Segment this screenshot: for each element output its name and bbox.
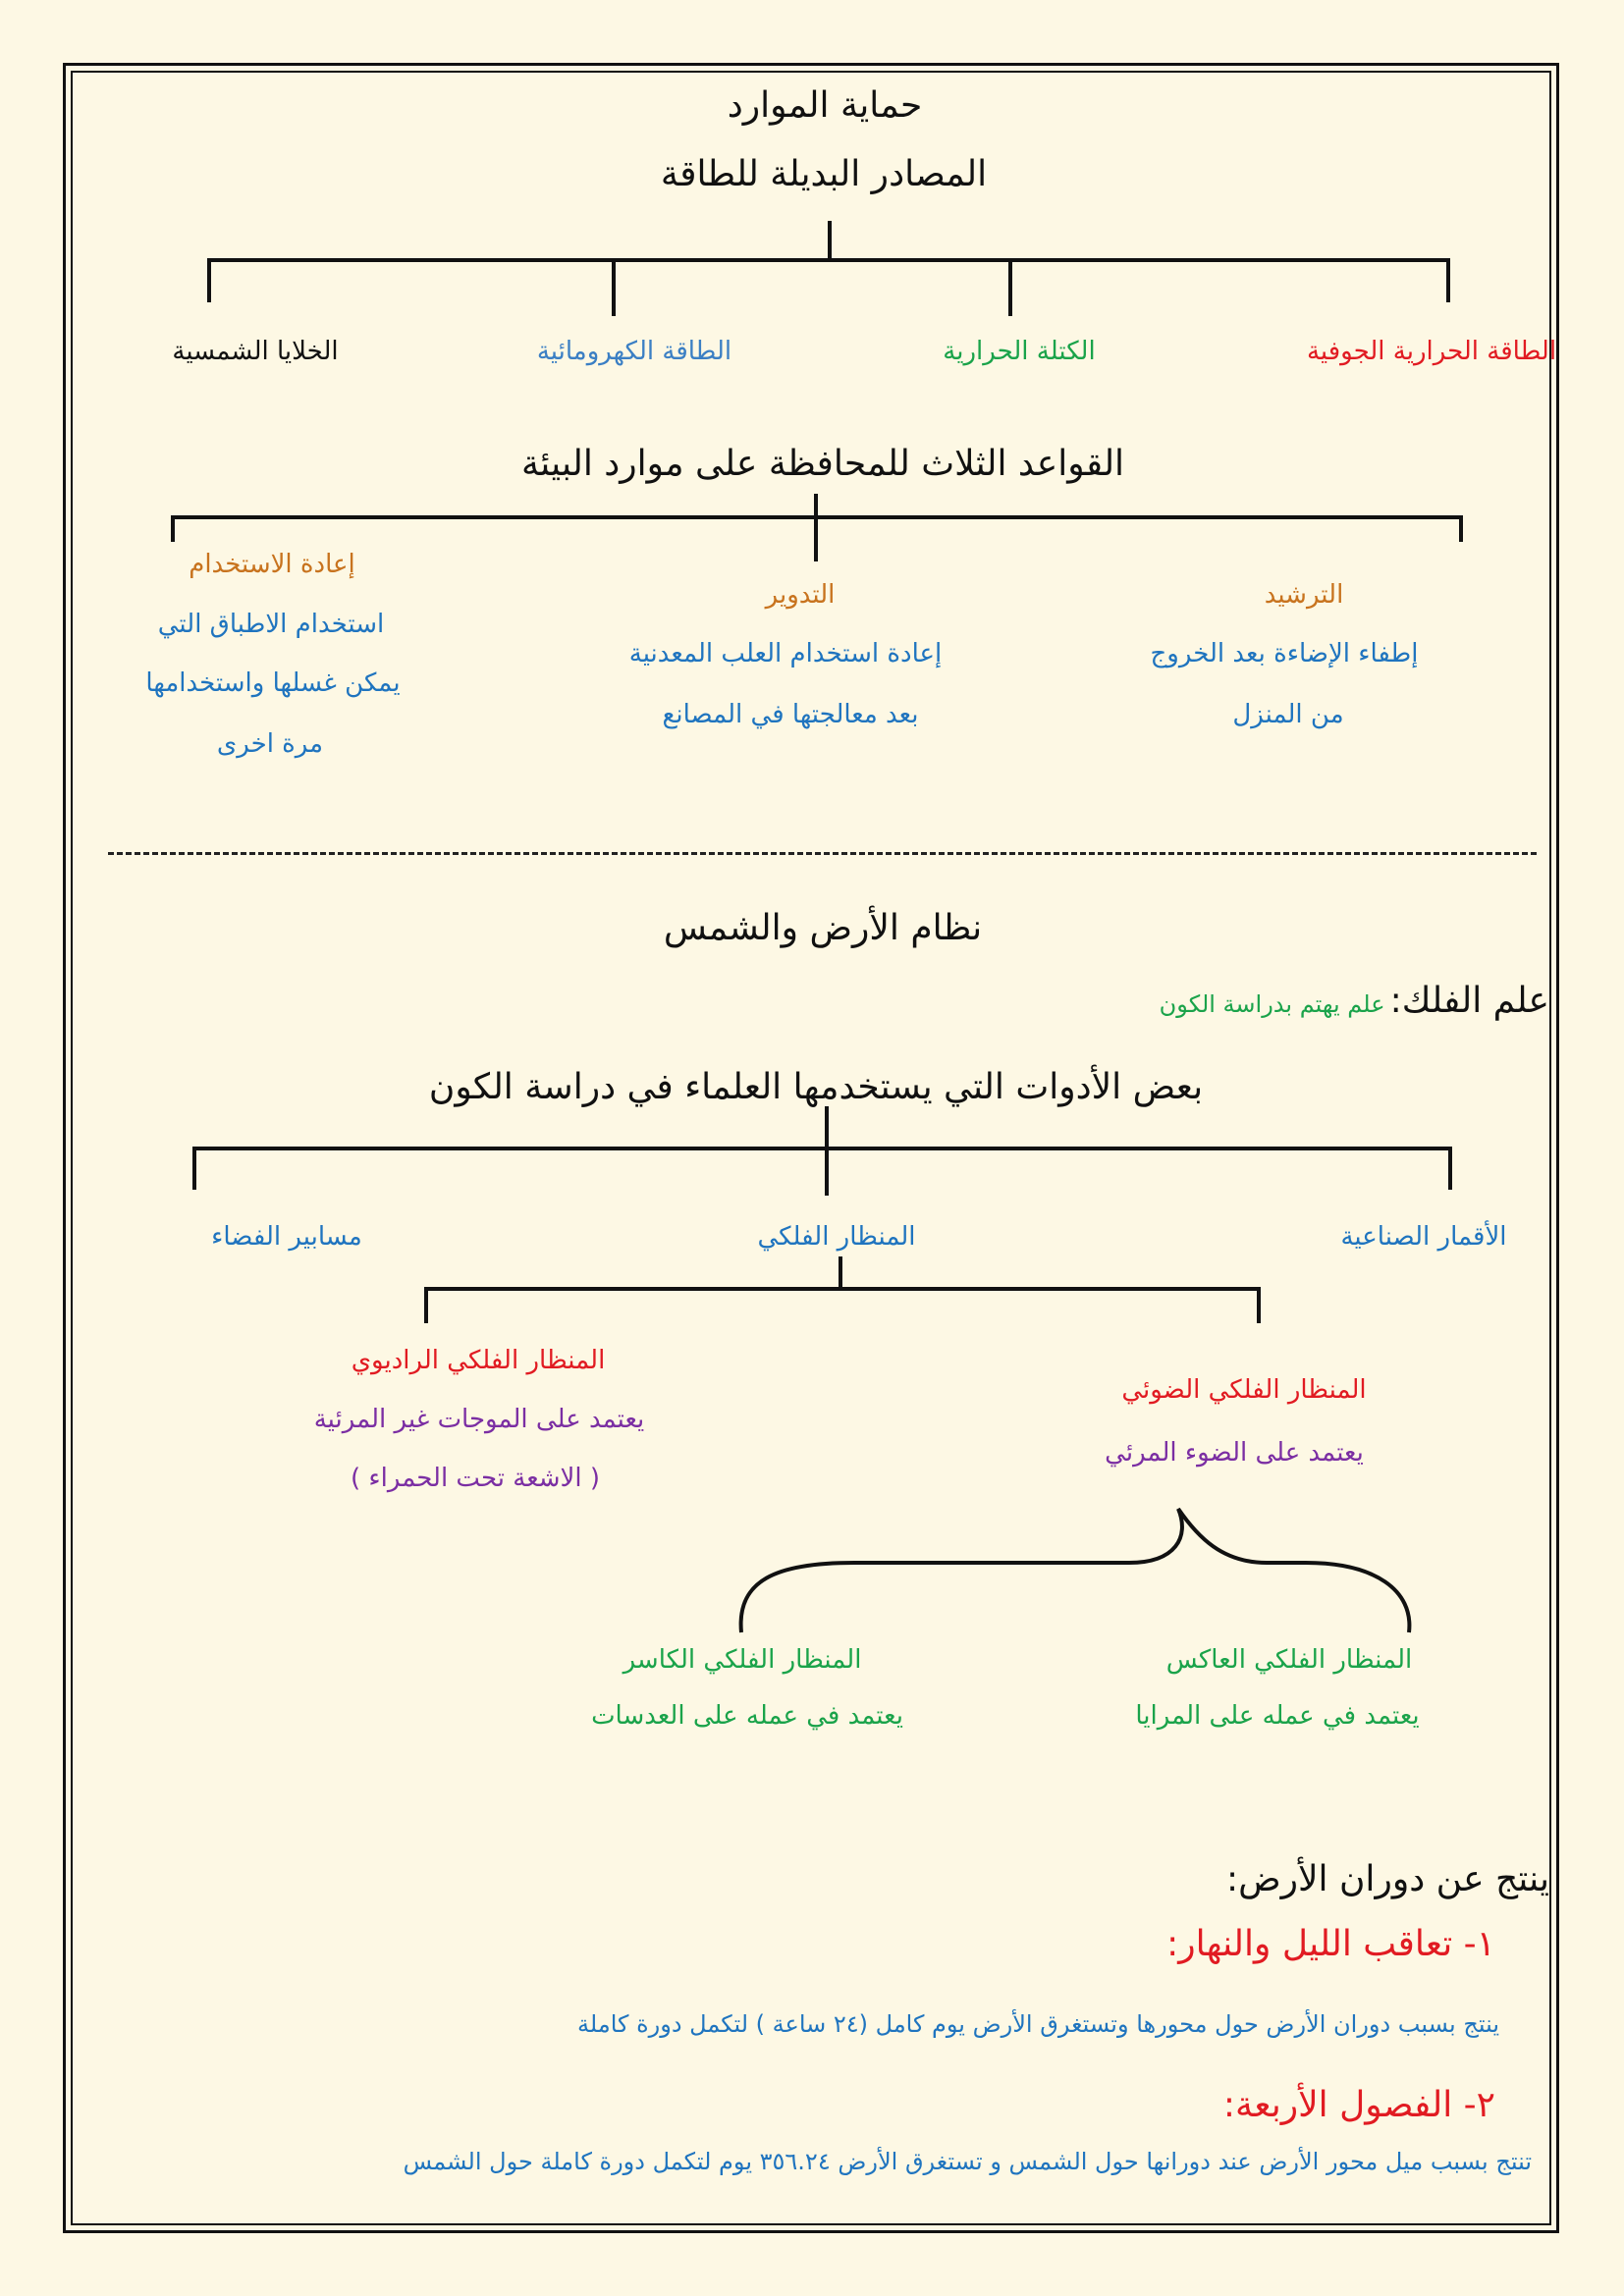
rotation-heading: ينتج عن دوران الأرض: <box>1225 1859 1549 1899</box>
seasons-text: تنتج بسبب ميل محور الأرض عند دورانها حول الشمس و تستغرق الأرض ٣٥٦.٢٤ يوم لتكمل دورة كاملة حول الشمس <box>403 2148 1532 2175</box>
day-night-text: ينتج بسبب دوران الأرض حول محورها وتستغرق الأرض يوم كامل (٢٤ ساعة ) لتكمل دورة كاملة <box>577 2010 1499 2038</box>
refractor-telescope-desc: يعتمد في عمله على العدسات <box>591 1701 903 1731</box>
tool-space-probes: مسابير الفضاء <box>211 1222 362 1252</box>
day-night-title: ١- تعاقب الليل والنهار: <box>1166 1924 1495 1964</box>
rule-rationalize-line1: إطفاء الإضاءة بعد الخروج <box>1150 639 1419 668</box>
rule-rationalize-title: الترشيد <box>1264 580 1344 610</box>
tool-telescope: المنظار الفلكي <box>757 1222 916 1252</box>
energy-item-solar-cells: الخلايا الشمسية <box>172 337 339 366</box>
rule-reuse-line2: يمكن غسلها واستخدامها <box>145 668 401 698</box>
earth-sun-heading: نظام الأرض والشمس <box>663 908 983 948</box>
radio-telescope-desc: يعتمد على الموجات غير المرئية <box>313 1405 645 1434</box>
rule-recycle-line1: إعادة استخدام العلب المعدنية <box>628 639 943 668</box>
reflector-telescope-desc: يعتمد في عمله على المرايا <box>1135 1701 1420 1731</box>
energy-item-thermal-mass: الكتلة الحرارية <box>943 337 1096 366</box>
rule-reuse-line3: مرة اخرى <box>216 729 324 759</box>
rule-reuse-title: إعادة الاستخدام <box>189 550 355 579</box>
astronomy-label: علم الفلك: <box>1389 981 1549 1021</box>
page-title: حماية الموارد <box>727 85 923 126</box>
tools-heading: بعض الأدوات التي يستخدمها العلماء في دراسة الكون <box>428 1067 1204 1107</box>
rule-recycle-title: التدوير <box>765 580 836 610</box>
radio-telescope-note: ( الاشعة تحت الحمراء ) <box>351 1464 600 1493</box>
energy-item-hydroelectric: الطاقة الكهرومائية <box>536 337 732 366</box>
astronomy-definition <box>1159 981 1549 1021</box>
energy-heading: المصادر البديلة للطاقة <box>660 154 988 194</box>
astronomy-def: علم يهتم بدراسة الكون <box>1159 990 1385 1018</box>
rules-heading: القواعد الثلاث للمحافظة على موارد البيئة <box>520 444 1125 484</box>
reflector-telescope-title: المنظار الفلكي العاكس <box>1165 1645 1413 1675</box>
optical-telescope-title: المنظار الفلكي الضوئي <box>1121 1375 1367 1405</box>
rule-reuse-line1: استخدام الاطباق التي <box>157 610 385 639</box>
section-divider <box>108 852 1537 855</box>
radio-telescope-title: المنظار الفلكي الراديوي <box>351 1346 606 1375</box>
optical-telescope-desc: يعتمد على الضوء المرئي <box>1105 1438 1364 1468</box>
rule-recycle-line2: بعد معالجتها في المصانع <box>662 700 919 729</box>
rule-rationalize-line2: من المنزل <box>1232 700 1344 729</box>
tool-satellites: الأقمار الصناعية <box>1340 1222 1507 1252</box>
refractor-telescope-title: المنظار الفلكي الكاسر <box>623 1645 862 1675</box>
energy-item-geothermal: الطاقة الحرارية الجوفية <box>1306 337 1557 366</box>
seasons-title: ٢- الفصول الأربعة: <box>1222 2085 1495 2125</box>
